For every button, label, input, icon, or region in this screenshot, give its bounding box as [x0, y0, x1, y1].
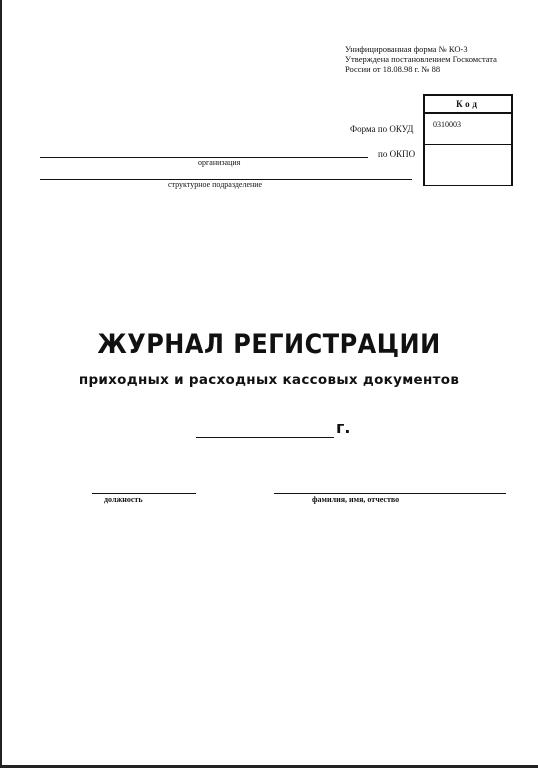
year-suffix: г. [336, 418, 351, 437]
code-table [423, 94, 513, 186]
department-caption: структурное подразделение [168, 180, 263, 189]
form-approval-line-1: Унифицированная форма № КО-3 [345, 44, 468, 54]
form-approval-line-3: России от 18.08.98 г. № 88 [345, 64, 441, 74]
position-caption: должность [104, 495, 143, 504]
okud-code-cell: 0310003 [425, 114, 511, 145]
code-table-heading: Код [425, 96, 511, 114]
okpo-label: по ОКПО [378, 149, 416, 159]
form-approval-note [345, 44, 515, 74]
organization-caption: организация [198, 158, 241, 167]
year-field-line[interactable] [196, 437, 334, 438]
okud-label: Форма по ОКУД [350, 124, 414, 134]
full-name-field-line[interactable] [274, 493, 506, 494]
position-field-line[interactable] [92, 493, 196, 494]
document-title: ЖУРНАЛ РЕГИСТРАЦИИ [97, 328, 441, 360]
okpo-code-cell[interactable] [425, 145, 511, 186]
document-subtitle: приходных и расходных кассовых документов [78, 372, 460, 388]
full-name-caption: фамилия, имя, отчество [312, 495, 400, 504]
form-approval-line-2: Утверждена постановлением Госкомстата [345, 54, 497, 64]
